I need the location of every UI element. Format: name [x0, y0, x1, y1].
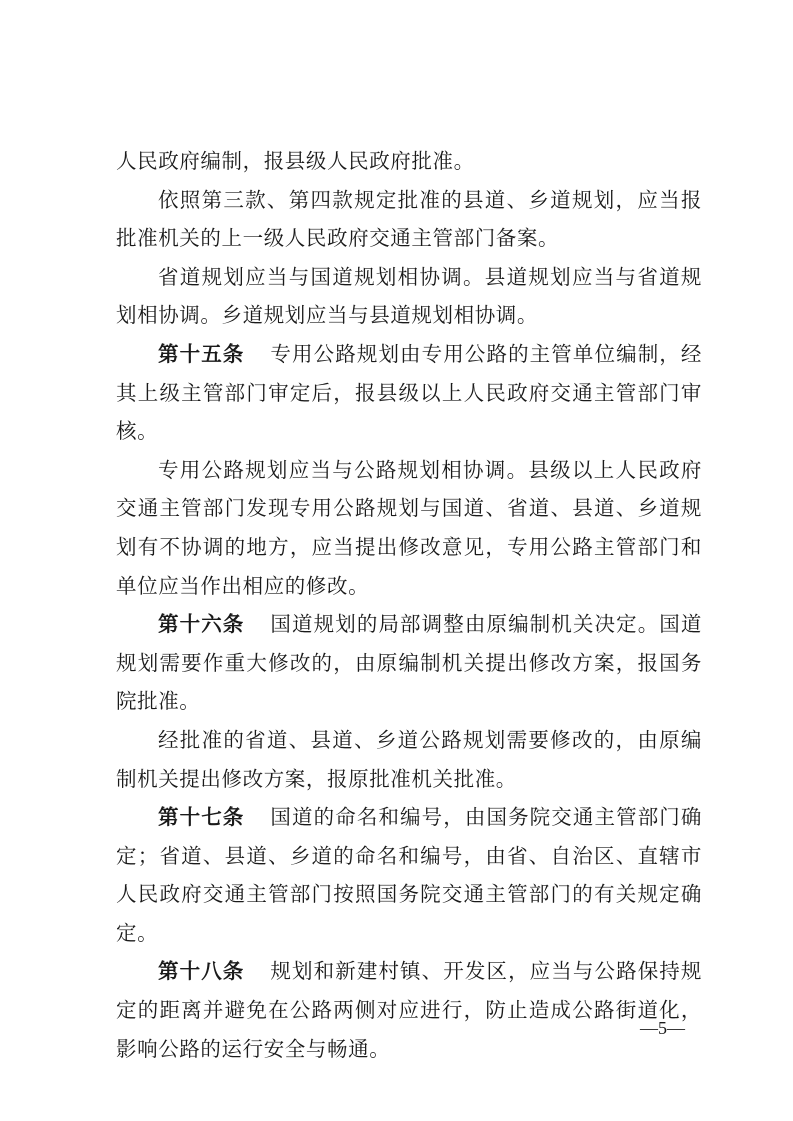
- page-number: —5—: [640, 1018, 685, 1038]
- paragraph: [116, 181, 702, 258]
- paragraph-text: 国道规划的局部调整由原编制机关决定。国道规划需要作重大修改的，由原编制机关提出修改方案，报国务院批准。: [116, 612, 702, 714]
- paragraph-text: 省道规划应当与国道规划相协调。县道规划应当与省道规划相协调。乡道规划应当与县道规划相协调。: [116, 264, 702, 328]
- paragraph-text: 人民政府编制，报县级人民政府批准。: [116, 149, 475, 173]
- paragraph-text: 规划和新建村镇、开发区，应当与公路保持规定的距离并避免在公路两侧对应进行，防止造成公路街道化，影响公路的运行安全与畅通。: [116, 959, 702, 1061]
- article-15-paragraph: [116, 335, 702, 451]
- article-label: 第十六条: [158, 612, 245, 637]
- article-17-paragraph: [116, 798, 702, 952]
- paragraph: [116, 451, 702, 605]
- paragraph-text: 专用公路规划由专用公路的主管单位编制，经其上级主管部门审定后，报县级以上人民政府交通主管部门审核。: [116, 341, 702, 444]
- article-16-paragraph: [116, 605, 702, 721]
- paragraph: [116, 258, 702, 335]
- paragraph-text: 国道的命名和编号，由国务院交通主管部门确定；省道、县道、乡道的命名和编号，由省、自治区、直辖市人民政府交通主管部门按照国务院交通主管部门的有关规定确定。: [116, 805, 702, 945]
- paragraph-text: 经批准的省道、县道、乡道公路规划需要修改的，由原编制机关提出修改方案，报原批准机关批准。: [116, 727, 702, 791]
- paragraph-text: 专用公路规划应当与公路规划相协调。县级以上人民政府交通主管部门发现专用公路规划与国道、省道、县道、乡道规划有不协调的地方，应当提出修改意见，专用公路主管部门和单位应当作出相应的修改。: [116, 457, 702, 598]
- document-body: [116, 142, 702, 1068]
- article-label: 第十八条: [158, 959, 245, 984]
- article-label: 第十五条: [158, 341, 245, 366]
- article-18-paragraph: [116, 952, 702, 1068]
- article-label: 第十七条: [158, 805, 245, 830]
- paragraph-continuation: [116, 142, 702, 181]
- paragraph-text: 依照第三款、第四款规定批准的县道、乡道规划，应当报批准机关的上一级人民政府交通主管部门备案。: [116, 187, 702, 251]
- paragraph: [116, 721, 702, 798]
